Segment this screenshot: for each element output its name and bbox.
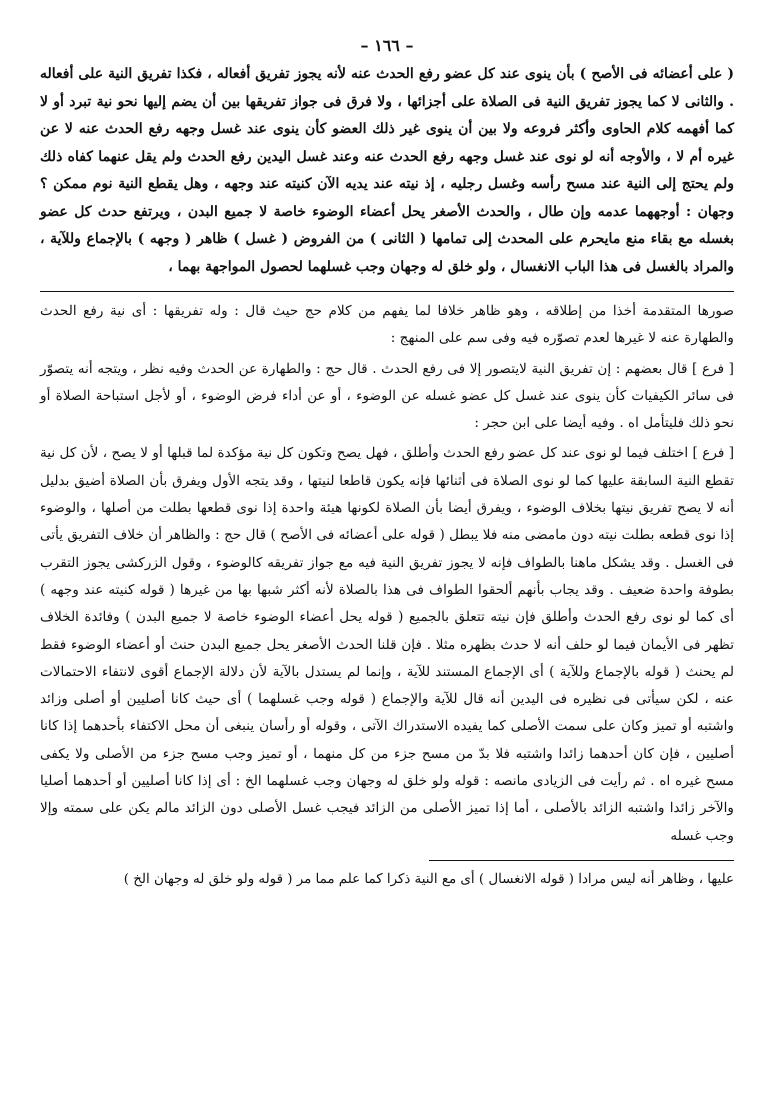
main-text-paragraph: ( على أعضائه فى الأصح ) بأن ينوى عند كل عضو رفع الحدث عنه لأنه يجوز تفريق أفعاله ، فكذا تفريق النية على أفعاله . والثانى لا كما يجوز تفريق النية فى الصلاة على أجزائها ، ولا فرق فى جواز تفريقها بين أن يضم إليها نحو نية تبرد أو لا كما أفهمه كلام الحاوى وأكثر فروعه ولا بين أن ينوى غير ذلك العضو كأن ينوى عند غسل وجهه رفع الحدث عنه لا عن غيره أم لا ، والأوجه أنه لو نوى عند غسل وجهه رفع الحدث عنه وعند غسل اليدين رفع الحدث ولم يقل عنهما كفاه ذلك ولم يحتج إلى النية عند مسح رأسه وغسل رجليه ، إذ نيته عند يديه الآن كنيته عند وجهه ، وهل يقطع النية نوم ممكن ؟ وجهان : أوجههما عدمه وإن طال ، والحدث الأصغر يحل أعضاء الوضوء خاصة لا جميع البدن ، ويرتفع حدث كل عضو بغسله مع بقاء منع مايحرم على المحدث إلى تمامها ( الثانى ) من الفروض ( غسل ) ظاهر ( وجهه ) بالإجماع وللآية ، والمراد بالغسل فى هذا الباب الانغسال ، ولو خلق له وجهان وجب غسلهما لحصول المواجهة بهما ، (40, 66, 735, 275)
footnote-block (40, 867, 734, 893)
main-text-block (40, 61, 734, 281)
commentary-paragraph-1: صورها المتقدمة أخذا من إطلاقه ، وهو ظاهر خلافا لما يفهم من كلام حج حيث قال : وله تفريقها : أى نية رفع الحدث والطهارة عنه لا غيرها لعدم تصوّره فيه وفى سم على المنهج : (40, 303, 734, 347)
commentary-paragraph-3: [ فرع ] اختلف فيما لو نوى عند كل عضو رفع الحدث وأطلق ، فهل يصح وتكون كل نية مؤكدة لما قبلها أو لا يصح ، لأن كل نية تقطع النية السابقة عليها كما لو نوى الصلاة فى أثنائها فإنه يكون قاطعا لنيتها ، وقد يتجه الأول ويفرق بأن الصلاة أضيق بدليل أنه لا يصح تفريق نيتها بخلاف الوضوء ، ويفرق أيضا بأن الصلاة لكونها هيئة واحدة إذا نوى قطعها بطلت من أصلها ، والوضوء إذا نوى قطعه بطلت نيته دون مامضى منه فلا يبطل ( قوله على أعضائه فى الأصح ) قال حج : والظاهر أن خلاف التفريق يأتى فى الغسل . وقد يشكل ماهنا بالطواف فإنه لا يجوز تفريق النية فيه مع جواز تفريقه كالوضوء ، وقول الزركشى يجوز التقرب بطوفة واحدة ضعيف . وقد يجاب بأنهم ألحقوا الطواف فى هذا بالصلاة لأنه أكثر شبها بها من غيرها ( قوله كنيته عند وجهه ) أى كما لو نوى رفع الحدث وأطلق فإن نيته تتعلق بالجميع ( قوله يحل أعضاء الوضوء خاصة لا جميع البدن ) وفائدة الخلاف تظهر فى الأيمان فيما لو حلف أنه لا حدث بظهره مثلا . فإن قلنا الحدث الأصغر يحل جميع البدن حنث أو أعضاء الوضوء فقط لم يحنث ( قوله بالإجماع وللآية ) أى الإجماع المستند للآية ، وإنما لم يستدل بالآية لأن دلالة الإجماع أقوى لانتفاء الاحتمالات عنه ، لكن سيأتى فى نظيره فى اليدين أنه قال للآية والإجماع ( قوله وجب غسلهما ) أى حيث كانا أصليين أو أصلى وزائد واشتبه أو تميز وكان على سمت الأصلى كما يفيده الاستدراك الآتى ، وقوله أو رأسان ينبغى أن محل الاكتفاء بأحدهما إذا كانا أصليين ، فإن كان أحدهما زائدا واشتبه فلا بدّ من مسح جزء من كل منهما ، أو تميز وجب مسح جزء من الأصلى ولا يكفى مسح غيره اه . ثم رأيت فى الزيادى مانصه : قوله ولو خلق له وجهان وجب غسلهما الخ : أى إذا كانا أصليين أو أحدهما أصليا والآخر زائدا واشتبه الزائد بالأصلى ، أما إذا تميز الأصلى من الزائد فيجب غسل الأصلى دون الزائد مالم يكن على سمته وإلا وجب غسله (40, 445, 734, 844)
footnote-text: عليها ، وظاهر أنه ليس مرادا ( قوله الانغسال ) أى مع النية ذكرا كما علم مما مر ( قوله ولو خلق له وجهان الخ ) (123, 871, 734, 887)
section-divider (40, 291, 734, 292)
page-number: – ١٦٦ – (360, 36, 414, 55)
footnote-divider (429, 860, 734, 861)
commentary-paragraph-2: [ فرع ] قال بعضهم : إن تفريق النية لايتصور إلا فى رفع الحدث . قال حج : والطهارة عن الحدث وفيه نظر ، ويتجه أنه يتصوّر فى سائر الكيفيات كأن ينوى عند غسل كل عضو غسله عن الوضوء ، أو عن أداء فرض الوضوء ، أو لأجل استباحة الصلاة أو نحو ذلك فليتأمل اه . وفيه أيضا على ابن حجر : (40, 360, 734, 432)
commentary-block (40, 298, 734, 850)
document-page (40, 18, 734, 1088)
